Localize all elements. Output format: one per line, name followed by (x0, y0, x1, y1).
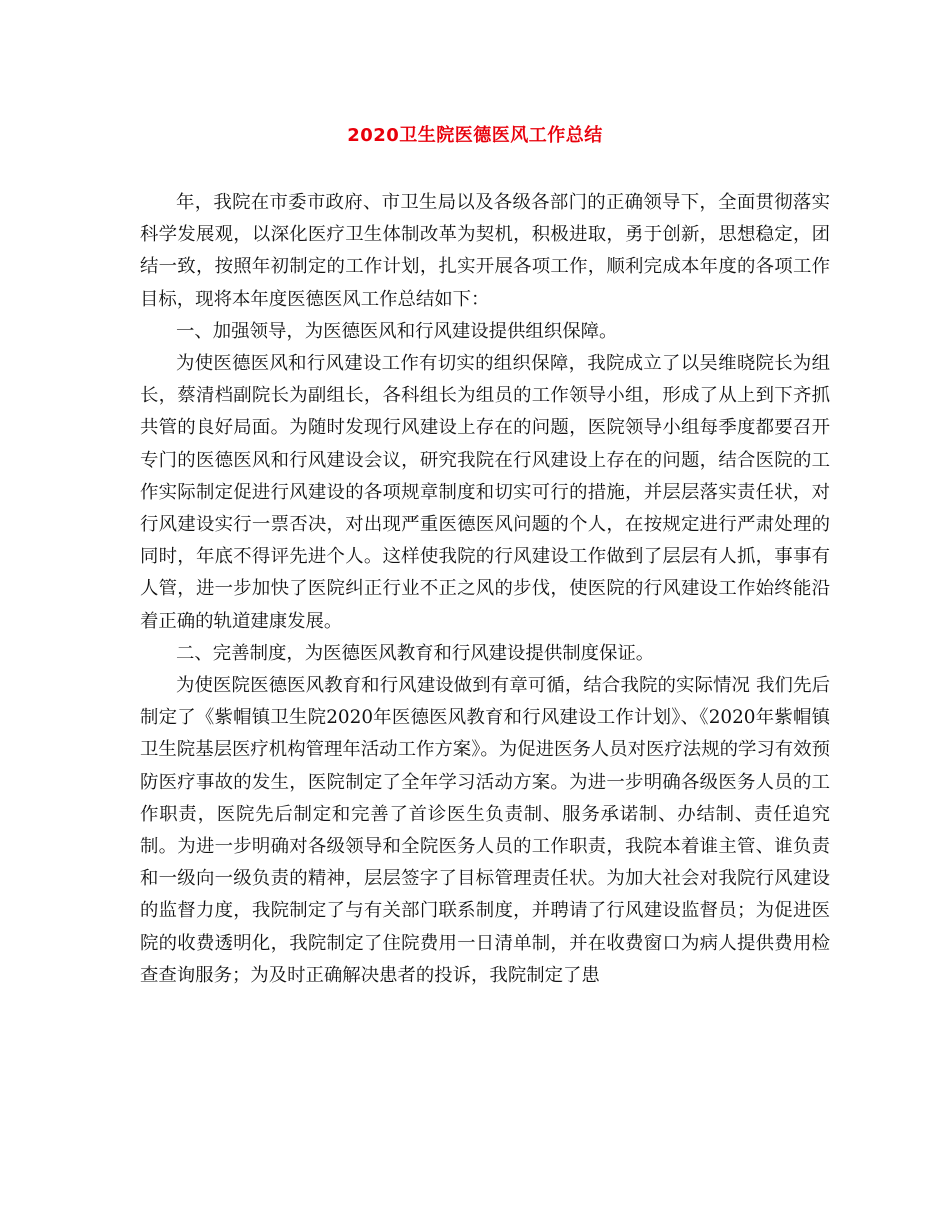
section-heading-1: 一、加强领导，为医德医风和行风建设提供组织保障。 (176, 320, 618, 342)
section-heading-2: 二、完善制度，为医德医风教育和行风建设提供制度保证。 (176, 642, 655, 664)
section-paragraph-2: 为使医院医德医风教育和行风建设做到有章可循，结合我院的实际情况 我们先后制定了《紫帽镇卫生院2020年医德医风教育和行风建设工作计划》、《2020年紫帽镇卫生院基层医疗机构管理年活动工作方案》。为促进医务人员对医疗法规的学习有效预防医疗事故的发生，医院制定了全年学习活动方案。为进一步明确各级医务人员的工作职责，医院先后制定和完善了首诊医生负责制、服务承诺制、办结制、责任追究制。为进一步明确对各级领导和全院医务人员的工作职责，我院本着谁主管、谁负责和一级向一级负责的精神，层层签字了目标管理责任状。为加大社会对我院行风建设的监督力度，我院制定了与有关部门联系制度，并聘请了行风建设监督员；为促进医院的收费透明化，我院制定了住院费用一日清单制，并在收费窗口为病人提供费用检查查询服务；为及时正确解决患者的投诉，我院制定了患 (140, 675, 830, 986)
document-body (140, 187, 830, 992)
section-paragraph-1: 为使医德医风和行风建设工作有切实的组织保障，我院成立了以吴维晓院长为组长，蔡清档副院长为副组长，各科组长为组员的工作领导小组，形成了从上到下齐抓共管的良好局面。为随时发现行风建设上存在的问题，医院领导小组每季度都要召开专门的医德医风和行风建设会议，研究我院在行风建设上存在的问题，结合医院的工作实际制定促进行风建设的各项规章制度和切实可行的措施，并层层落实责任状，对行风建设实行一票否决，对出现严重医德医风问题的个人，在按规定进行严肃处理的同时，年底不得评先进个人。这样使我院的行风建设工作做到了层层有人抓，事事有人管，进一步加快了医院纠正行业不正之风的步伐，使医院的行风建设工作始终能沿着正确的轨道建康发展。 (140, 353, 830, 632)
document-title: 2020卫生院医德医风工作总结 (347, 125, 603, 146)
intro-paragraph: 年，我院在市委市政府、市卫生局以及各级各部门的正确领导下，全面贯彻落实科学发展观，以深化医疗卫生体制改革为契机，积极进取，勇于创新，思想稳定，团结一致，按照年初制定的工作计划，扎实开展各项工作，顺利完成本年度的各项工作目标，现将本年度医德医风工作总结如下： (140, 192, 830, 310)
